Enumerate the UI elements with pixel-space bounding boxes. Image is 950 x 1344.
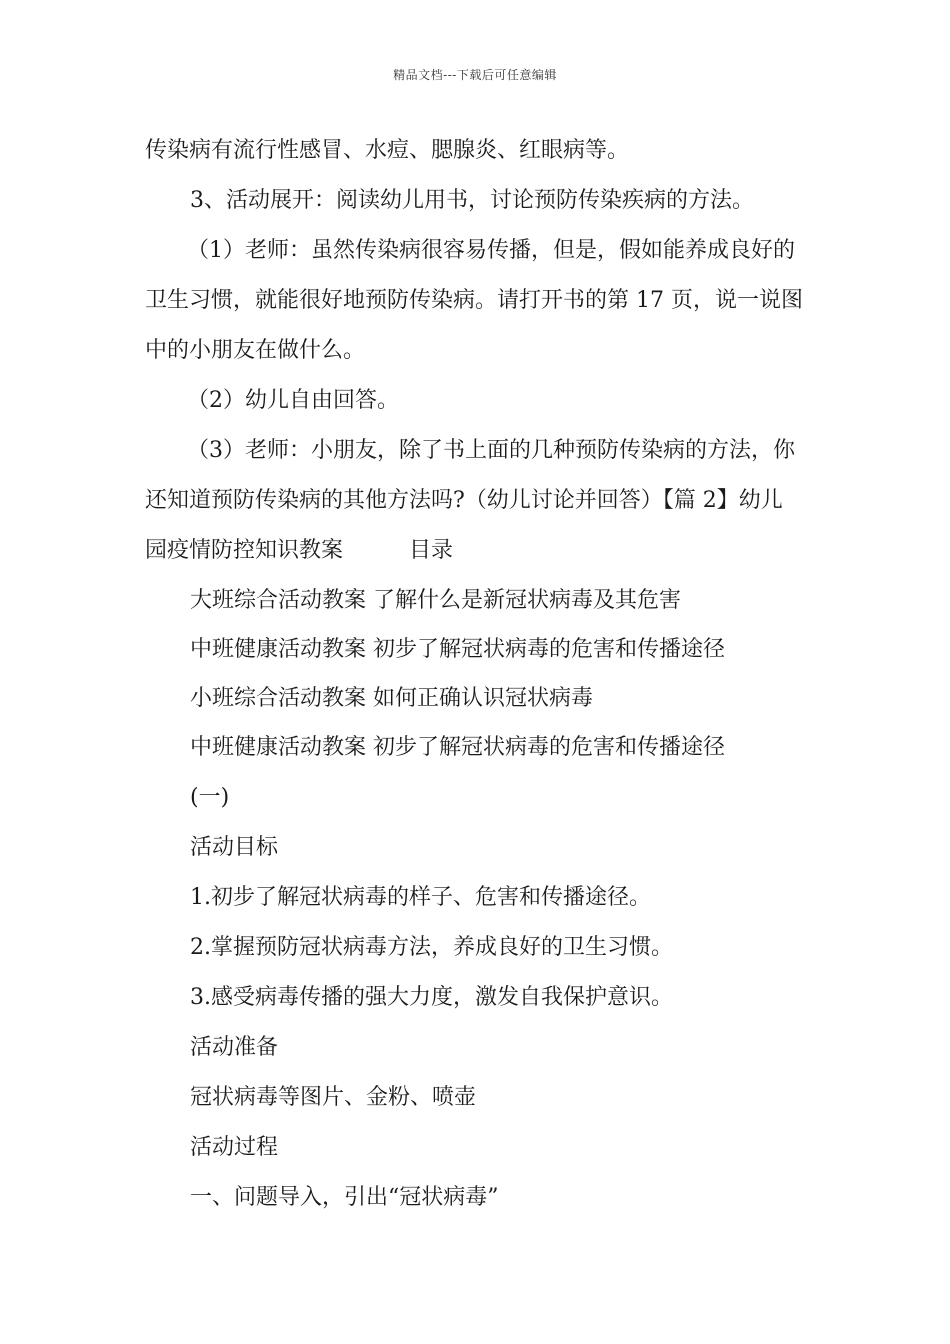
body-line-9: 园疫情防控知识教案 目录	[145, 538, 454, 563]
body-line-4: 卫生习惯，就能很好地预防传染病。请打开书的第 17 页，说一说图	[145, 288, 803, 313]
heading-activity-goals: 活动目标	[190, 835, 279, 860]
body-line-3: （1）老师：虽然传染病很容易传播，但是，假如能养成良好的	[187, 238, 795, 263]
process-step-1: 一、问题导入，引出“冠状病毒”	[190, 1185, 499, 1210]
toc-item-4: 中班健康活动教案 初步了解冠状病毒的危害和传播途径	[190, 735, 725, 760]
toc-item-3: 小班综合活动教案 如何正确认识冠状病毒	[190, 686, 593, 711]
goal-item-3: 3.感受病毒传播的强大力度，激发自我保护意识。	[190, 985, 673, 1010]
page-header: 精品文档---下载后可任意编辑	[393, 68, 557, 82]
toc-item-2: 中班健康活动教案 初步了解冠状病毒的危害和传播途径	[190, 637, 725, 662]
body-line-5: 中的小朋友在做什么。	[145, 338, 366, 363]
preparation-materials: 冠状病毒等图片、金粉、喷壶	[190, 1085, 477, 1110]
body-line-6: （2）幼儿自由回答。	[187, 388, 399, 413]
goal-item-1: 1.初步了解冠状病毒的样子、危害和传播途径。	[190, 885, 651, 910]
section-number: (一)	[190, 785, 230, 810]
body-line-2: 3、活动展开：阅读幼儿用书，讨论预防传染疾病的方法。	[190, 188, 754, 213]
body-line-1: 传染病有流行性感冒、水痘、腮腺炎、红眼病等。	[145, 138, 630, 163]
body-line-7: （3）老师：小朋友，除了书上面的几种预防传染病的方法，你	[187, 438, 795, 463]
body-line-8: 还知道预防传染病的其他方法吗?（幼儿讨论并回答）【篇 2】幼儿	[145, 488, 783, 513]
toc-item-1: 大班综合活动教案 了解什么是新冠状病毒及其危害	[190, 588, 681, 613]
heading-activity-preparation: 活动准备	[190, 1035, 279, 1060]
goal-item-2: 2.掌握预防冠状病毒方法，养成良好的卫生习惯。	[190, 935, 673, 960]
heading-activity-process: 活动过程	[190, 1135, 279, 1160]
